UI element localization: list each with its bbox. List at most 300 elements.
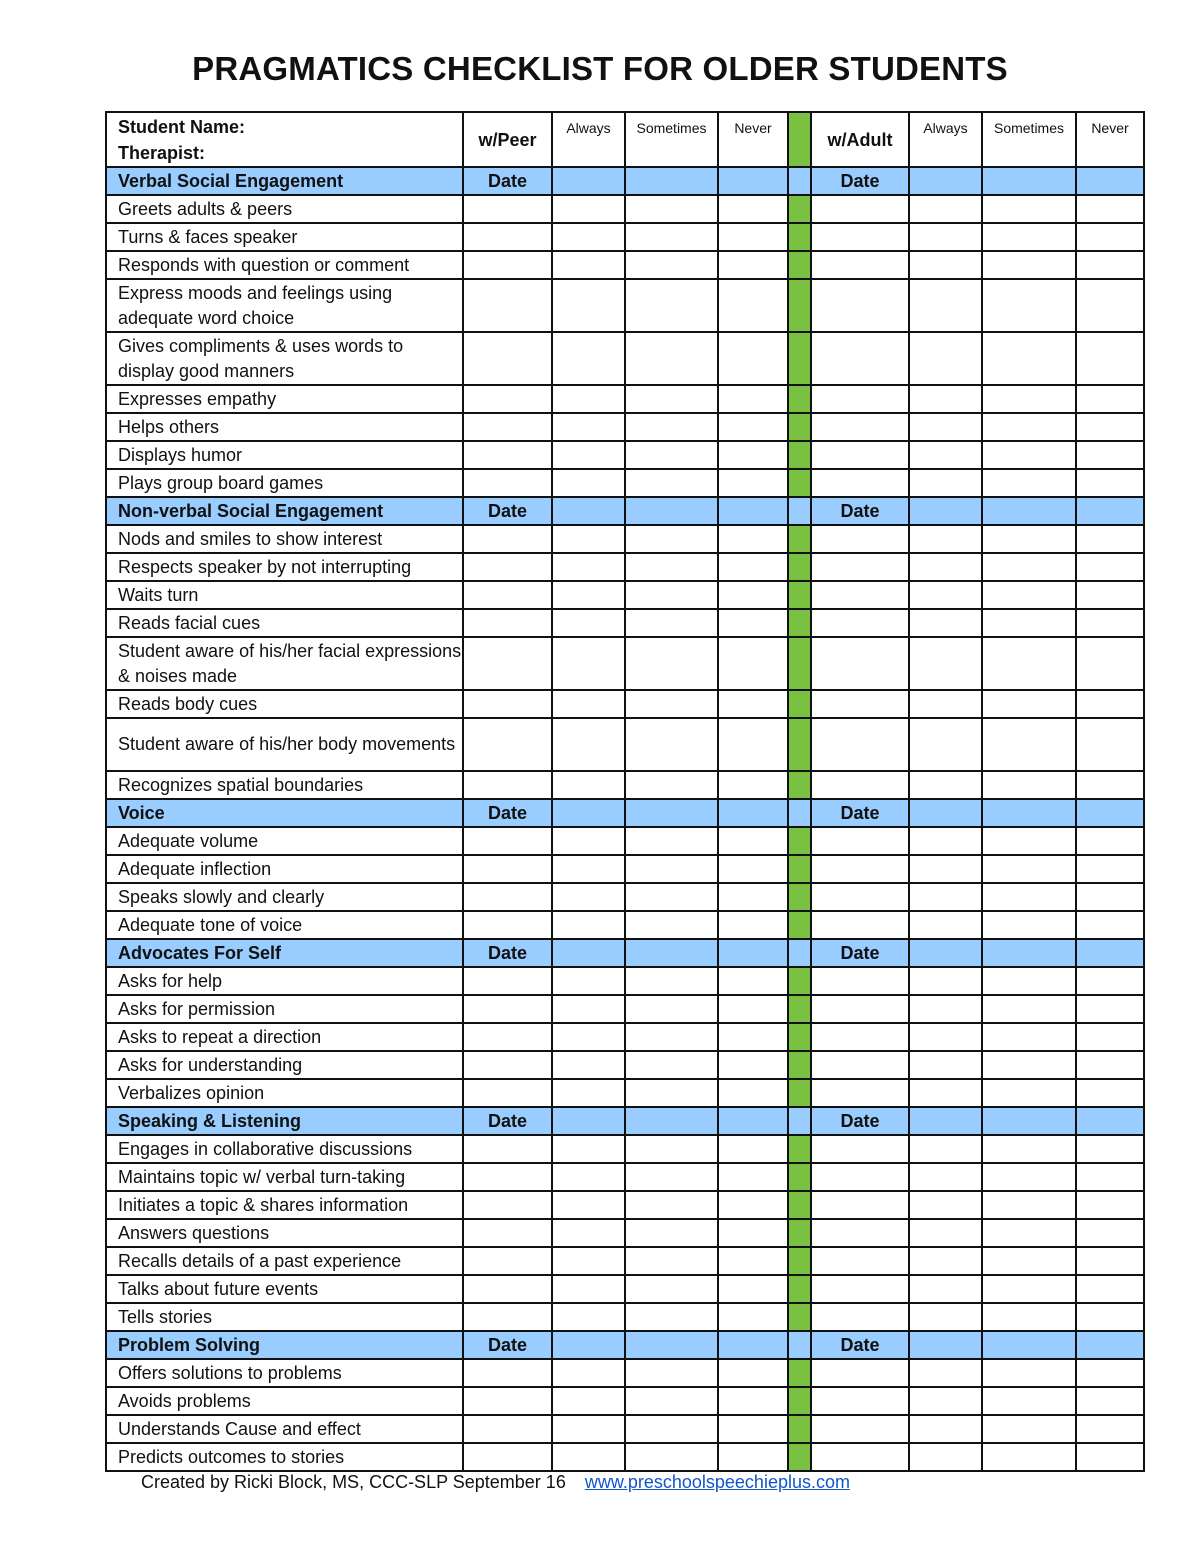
peer-never-cell[interactable] — [718, 827, 788, 855]
adult-always-cell[interactable] — [909, 911, 982, 939]
adult-always-cell[interactable] — [909, 1359, 982, 1387]
peer-sometimes-cell[interactable] — [625, 385, 718, 413]
peer-never-cell[interactable] — [718, 967, 788, 995]
adult-never-cell[interactable] — [1076, 553, 1144, 581]
adult-never-cell[interactable] — [1076, 1303, 1144, 1331]
peer-never-cell[interactable] — [718, 279, 788, 332]
adult-always-cell[interactable] — [909, 1219, 982, 1247]
peer-always-cell[interactable] — [552, 1023, 625, 1051]
peer-sometimes-cell[interactable] — [625, 1163, 718, 1191]
peer-date-cell[interactable] — [463, 967, 552, 995]
adult-never-cell[interactable] — [1076, 441, 1144, 469]
adult-never-cell[interactable] — [1076, 279, 1144, 332]
adult-always-cell[interactable] — [909, 609, 982, 637]
adult-sometimes-cell[interactable] — [982, 385, 1076, 413]
peer-date-cell[interactable] — [625, 1331, 718, 1359]
adult-never-cell[interactable] — [1076, 1275, 1144, 1303]
adult-never-cell[interactable] — [1076, 827, 1144, 855]
adult-date-cell[interactable] — [982, 1331, 1076, 1359]
peer-always-cell[interactable] — [552, 332, 625, 385]
peer-never-cell[interactable] — [718, 1387, 788, 1415]
adult-date-cell[interactable] — [811, 1219, 909, 1247]
adult-never-cell[interactable] — [1076, 883, 1144, 911]
adult-always-cell[interactable] — [909, 1303, 982, 1331]
peer-date-cell[interactable] — [463, 827, 552, 855]
adult-date-cell[interactable] — [1076, 167, 1144, 195]
peer-date-cell[interactable] — [463, 1163, 552, 1191]
adult-never-cell[interactable] — [1076, 1191, 1144, 1219]
peer-always-cell[interactable] — [552, 1163, 625, 1191]
adult-always-cell[interactable] — [909, 855, 982, 883]
peer-sometimes-cell[interactable] — [625, 553, 718, 581]
peer-always-cell[interactable] — [552, 1051, 625, 1079]
adult-date-cell[interactable] — [811, 1135, 909, 1163]
adult-date-cell[interactable] — [811, 883, 909, 911]
adult-always-cell[interactable] — [909, 1191, 982, 1219]
peer-never-cell[interactable] — [718, 771, 788, 799]
adult-date-cell[interactable] — [811, 1359, 909, 1387]
adult-sometimes-cell[interactable] — [982, 1219, 1076, 1247]
adult-date-cell[interactable] — [811, 1079, 909, 1107]
peer-sometimes-cell[interactable] — [625, 967, 718, 995]
peer-never-cell[interactable] — [718, 469, 788, 497]
peer-always-cell[interactable] — [552, 1079, 625, 1107]
peer-date-cell[interactable] — [463, 609, 552, 637]
adult-always-cell[interactable] — [909, 195, 982, 223]
adult-date-cell[interactable] — [909, 497, 982, 525]
peer-date-cell[interactable] — [463, 718, 552, 771]
adult-date-cell[interactable] — [811, 441, 909, 469]
peer-sometimes-cell[interactable] — [625, 1219, 718, 1247]
peer-always-cell[interactable] — [552, 1443, 625, 1471]
adult-date-cell[interactable] — [811, 827, 909, 855]
adult-sometimes-cell[interactable] — [982, 690, 1076, 718]
adult-sometimes-cell[interactable] — [982, 1135, 1076, 1163]
adult-never-cell[interactable] — [1076, 995, 1144, 1023]
peer-sometimes-cell[interactable] — [625, 883, 718, 911]
peer-date-cell[interactable] — [625, 1107, 718, 1135]
adult-sometimes-cell[interactable] — [982, 1415, 1076, 1443]
peer-always-cell[interactable] — [552, 995, 625, 1023]
peer-never-cell[interactable] — [718, 1415, 788, 1443]
footer-link[interactable]: www.preschoolspeechieplus.com — [584, 1472, 850, 1492]
adult-sometimes-cell[interactable] — [982, 525, 1076, 553]
peer-date-cell[interactable] — [718, 799, 788, 827]
peer-sometimes-cell[interactable] — [625, 332, 718, 385]
adult-sometimes-cell[interactable] — [982, 718, 1076, 771]
adult-date-cell[interactable] — [811, 413, 909, 441]
adult-never-cell[interactable] — [1076, 195, 1144, 223]
peer-date-cell[interactable] — [718, 939, 788, 967]
adult-sometimes-cell[interactable] — [982, 1163, 1076, 1191]
adult-never-cell[interactable] — [1076, 855, 1144, 883]
adult-sometimes-cell[interactable] — [982, 967, 1076, 995]
peer-never-cell[interactable] — [718, 1219, 788, 1247]
peer-always-cell[interactable] — [552, 911, 625, 939]
adult-never-cell[interactable] — [1076, 1079, 1144, 1107]
adult-never-cell[interactable] — [1076, 223, 1144, 251]
peer-sometimes-cell[interactable] — [625, 1023, 718, 1051]
peer-date-cell[interactable] — [463, 1415, 552, 1443]
peer-date-cell[interactable] — [463, 1303, 552, 1331]
peer-always-cell[interactable] — [552, 1415, 625, 1443]
adult-always-cell[interactable] — [909, 1079, 982, 1107]
peer-date-cell[interactable] — [463, 1135, 552, 1163]
peer-sometimes-cell[interactable] — [625, 525, 718, 553]
peer-sometimes-cell[interactable] — [625, 637, 718, 690]
adult-date-cell[interactable] — [811, 1023, 909, 1051]
peer-never-cell[interactable] — [718, 690, 788, 718]
peer-date-cell[interactable] — [463, 855, 552, 883]
adult-never-cell[interactable] — [1076, 1219, 1144, 1247]
adult-sometimes-cell[interactable] — [982, 637, 1076, 690]
adult-always-cell[interactable] — [909, 1387, 982, 1415]
adult-sometimes-cell[interactable] — [982, 1051, 1076, 1079]
adult-date-cell[interactable] — [811, 1051, 909, 1079]
adult-never-cell[interactable] — [1076, 1023, 1144, 1051]
peer-sometimes-cell[interactable] — [625, 469, 718, 497]
adult-sometimes-cell[interactable] — [982, 279, 1076, 332]
adult-date-cell[interactable] — [982, 939, 1076, 967]
adult-never-cell[interactable] — [1076, 525, 1144, 553]
adult-never-cell[interactable] — [1076, 1247, 1144, 1275]
adult-date-cell[interactable] — [909, 1107, 982, 1135]
peer-date-cell[interactable] — [463, 637, 552, 690]
adult-always-cell[interactable] — [909, 469, 982, 497]
peer-always-cell[interactable] — [552, 1247, 625, 1275]
peer-sometimes-cell[interactable] — [625, 223, 718, 251]
peer-date-cell[interactable] — [463, 1023, 552, 1051]
adult-always-cell[interactable] — [909, 581, 982, 609]
peer-date-cell[interactable] — [463, 195, 552, 223]
peer-date-cell[interactable] — [463, 995, 552, 1023]
peer-never-cell[interactable] — [718, 1023, 788, 1051]
adult-never-cell[interactable] — [1076, 911, 1144, 939]
peer-always-cell[interactable] — [552, 223, 625, 251]
adult-sometimes-cell[interactable] — [982, 223, 1076, 251]
peer-date-cell[interactable] — [463, 1443, 552, 1471]
adult-always-cell[interactable] — [909, 251, 982, 279]
peer-sometimes-cell[interactable] — [625, 1247, 718, 1275]
adult-date-cell[interactable] — [811, 995, 909, 1023]
peer-sometimes-cell[interactable] — [625, 1303, 718, 1331]
peer-always-cell[interactable] — [552, 525, 625, 553]
adult-date-cell[interactable] — [811, 1415, 909, 1443]
adult-never-cell[interactable] — [1076, 332, 1144, 385]
adult-date-cell[interactable] — [909, 799, 982, 827]
peer-sometimes-cell[interactable] — [625, 1359, 718, 1387]
peer-date-cell[interactable] — [552, 497, 625, 525]
peer-date-cell[interactable] — [552, 1331, 625, 1359]
peer-never-cell[interactable] — [718, 525, 788, 553]
adult-always-cell[interactable] — [909, 718, 982, 771]
peer-date-cell[interactable] — [718, 1107, 788, 1135]
peer-date-cell[interactable] — [463, 223, 552, 251]
peer-sometimes-cell[interactable] — [625, 690, 718, 718]
peer-sometimes-cell[interactable] — [625, 1275, 718, 1303]
peer-date-cell[interactable] — [718, 497, 788, 525]
adult-never-cell[interactable] — [1076, 251, 1144, 279]
peer-sometimes-cell[interactable] — [625, 609, 718, 637]
adult-date-cell[interactable] — [811, 855, 909, 883]
peer-never-cell[interactable] — [718, 553, 788, 581]
peer-sometimes-cell[interactable] — [625, 413, 718, 441]
peer-date-cell[interactable] — [463, 581, 552, 609]
adult-sometimes-cell[interactable] — [982, 553, 1076, 581]
peer-always-cell[interactable] — [552, 827, 625, 855]
peer-never-cell[interactable] — [718, 413, 788, 441]
adult-date-cell[interactable] — [1076, 1107, 1144, 1135]
adult-never-cell[interactable] — [1076, 718, 1144, 771]
adult-always-cell[interactable] — [909, 690, 982, 718]
adult-never-cell[interactable] — [1076, 413, 1144, 441]
peer-date-cell[interactable] — [463, 1079, 552, 1107]
peer-never-cell[interactable] — [718, 1191, 788, 1219]
peer-never-cell[interactable] — [718, 195, 788, 223]
adult-always-cell[interactable] — [909, 1163, 982, 1191]
adult-date-cell[interactable] — [982, 167, 1076, 195]
peer-never-cell[interactable] — [718, 718, 788, 771]
adult-date-cell[interactable] — [811, 385, 909, 413]
peer-always-cell[interactable] — [552, 251, 625, 279]
peer-sometimes-cell[interactable] — [625, 1191, 718, 1219]
peer-date-cell[interactable] — [463, 771, 552, 799]
peer-sometimes-cell[interactable] — [625, 718, 718, 771]
adult-sometimes-cell[interactable] — [982, 855, 1076, 883]
peer-sometimes-cell[interactable] — [625, 279, 718, 332]
peer-always-cell[interactable] — [552, 1219, 625, 1247]
peer-date-cell[interactable] — [463, 1247, 552, 1275]
peer-never-cell[interactable] — [718, 911, 788, 939]
adult-never-cell[interactable] — [1076, 1135, 1144, 1163]
peer-never-cell[interactable] — [718, 1359, 788, 1387]
adult-sometimes-cell[interactable] — [982, 251, 1076, 279]
peer-never-cell[interactable] — [718, 223, 788, 251]
adult-never-cell[interactable] — [1076, 469, 1144, 497]
peer-date-cell[interactable] — [552, 939, 625, 967]
adult-always-cell[interactable] — [909, 771, 982, 799]
student-therapist-cell[interactable] — [106, 112, 463, 167]
peer-date-cell[interactable] — [463, 1387, 552, 1415]
adult-sometimes-cell[interactable] — [982, 911, 1076, 939]
peer-sometimes-cell[interactable] — [625, 1051, 718, 1079]
peer-date-cell[interactable] — [463, 1275, 552, 1303]
adult-never-cell[interactable] — [1076, 967, 1144, 995]
peer-always-cell[interactable] — [552, 1387, 625, 1415]
peer-sometimes-cell[interactable] — [625, 855, 718, 883]
peer-sometimes-cell[interactable] — [625, 1387, 718, 1415]
adult-date-cell[interactable] — [811, 332, 909, 385]
peer-date-cell[interactable] — [463, 413, 552, 441]
peer-date-cell[interactable] — [463, 279, 552, 332]
adult-sometimes-cell[interactable] — [982, 581, 1076, 609]
adult-date-cell[interactable] — [811, 637, 909, 690]
adult-date-cell[interactable] — [811, 967, 909, 995]
peer-never-cell[interactable] — [718, 1135, 788, 1163]
adult-date-cell[interactable] — [1076, 1331, 1144, 1359]
adult-sometimes-cell[interactable] — [982, 1387, 1076, 1415]
adult-always-cell[interactable] — [909, 1247, 982, 1275]
peer-always-cell[interactable] — [552, 718, 625, 771]
peer-sometimes-cell[interactable] — [625, 827, 718, 855]
adult-date-cell[interactable] — [811, 1247, 909, 1275]
peer-always-cell[interactable] — [552, 553, 625, 581]
adult-always-cell[interactable] — [909, 413, 982, 441]
peer-never-cell[interactable] — [718, 441, 788, 469]
adult-date-cell[interactable] — [909, 939, 982, 967]
peer-always-cell[interactable] — [552, 195, 625, 223]
adult-always-cell[interactable] — [909, 1415, 982, 1443]
peer-date-cell[interactable] — [463, 553, 552, 581]
adult-date-cell[interactable] — [811, 1275, 909, 1303]
adult-date-cell[interactable] — [909, 167, 982, 195]
peer-date-cell[interactable] — [463, 911, 552, 939]
peer-date-cell[interactable] — [552, 167, 625, 195]
peer-date-cell[interactable] — [463, 1359, 552, 1387]
adult-always-cell[interactable] — [909, 385, 982, 413]
peer-date-cell[interactable] — [625, 497, 718, 525]
peer-never-cell[interactable] — [718, 581, 788, 609]
adult-sometimes-cell[interactable] — [982, 771, 1076, 799]
adult-date-cell[interactable] — [811, 690, 909, 718]
adult-never-cell[interactable] — [1076, 609, 1144, 637]
adult-sometimes-cell[interactable] — [982, 1359, 1076, 1387]
peer-date-cell[interactable] — [625, 167, 718, 195]
adult-date-cell[interactable] — [811, 1387, 909, 1415]
peer-never-cell[interactable] — [718, 1275, 788, 1303]
peer-always-cell[interactable] — [552, 690, 625, 718]
peer-date-cell[interactable] — [718, 1331, 788, 1359]
peer-always-cell[interactable] — [552, 883, 625, 911]
adult-never-cell[interactable] — [1076, 637, 1144, 690]
adult-date-cell[interactable] — [811, 718, 909, 771]
adult-date-cell[interactable] — [982, 497, 1076, 525]
peer-date-cell[interactable] — [552, 799, 625, 827]
adult-never-cell[interactable] — [1076, 771, 1144, 799]
adult-always-cell[interactable] — [909, 1443, 982, 1471]
peer-never-cell[interactable] — [718, 883, 788, 911]
peer-date-cell[interactable] — [625, 799, 718, 827]
peer-never-cell[interactable] — [718, 1079, 788, 1107]
peer-always-cell[interactable] — [552, 1275, 625, 1303]
adult-date-cell[interactable] — [811, 195, 909, 223]
adult-date-cell[interactable] — [909, 1331, 982, 1359]
peer-never-cell[interactable] — [718, 332, 788, 385]
adult-always-cell[interactable] — [909, 553, 982, 581]
peer-never-cell[interactable] — [718, 855, 788, 883]
adult-sometimes-cell[interactable] — [982, 1191, 1076, 1219]
peer-never-cell[interactable] — [718, 995, 788, 1023]
peer-never-cell[interactable] — [718, 1303, 788, 1331]
peer-always-cell[interactable] — [552, 385, 625, 413]
adult-sometimes-cell[interactable] — [982, 332, 1076, 385]
peer-always-cell[interactable] — [552, 855, 625, 883]
adult-always-cell[interactable] — [909, 525, 982, 553]
adult-date-cell[interactable] — [1076, 799, 1144, 827]
peer-never-cell[interactable] — [718, 251, 788, 279]
peer-date-cell[interactable] — [463, 883, 552, 911]
adult-date-cell[interactable] — [982, 799, 1076, 827]
peer-always-cell[interactable] — [552, 1359, 625, 1387]
peer-never-cell[interactable] — [718, 609, 788, 637]
peer-never-cell[interactable] — [718, 1247, 788, 1275]
adult-date-cell[interactable] — [1076, 497, 1144, 525]
peer-always-cell[interactable] — [552, 967, 625, 995]
adult-date-cell[interactable] — [811, 251, 909, 279]
peer-sometimes-cell[interactable] — [625, 911, 718, 939]
peer-sometimes-cell[interactable] — [625, 1415, 718, 1443]
peer-date-cell[interactable] — [463, 441, 552, 469]
peer-always-cell[interactable] — [552, 1191, 625, 1219]
adult-date-cell[interactable] — [811, 553, 909, 581]
adult-always-cell[interactable] — [909, 279, 982, 332]
adult-sometimes-cell[interactable] — [982, 1275, 1076, 1303]
adult-date-cell[interactable] — [811, 279, 909, 332]
peer-sometimes-cell[interactable] — [625, 771, 718, 799]
peer-date-cell[interactable] — [718, 167, 788, 195]
peer-date-cell[interactable] — [463, 332, 552, 385]
peer-never-cell[interactable] — [718, 1051, 788, 1079]
peer-date-cell[interactable] — [463, 525, 552, 553]
adult-date-cell[interactable] — [811, 1191, 909, 1219]
adult-date-cell[interactable] — [982, 1107, 1076, 1135]
adult-never-cell[interactable] — [1076, 1443, 1144, 1471]
adult-never-cell[interactable] — [1076, 1051, 1144, 1079]
peer-always-cell[interactable] — [552, 279, 625, 332]
peer-always-cell[interactable] — [552, 637, 625, 690]
adult-always-cell[interactable] — [909, 1275, 982, 1303]
peer-always-cell[interactable] — [552, 581, 625, 609]
adult-never-cell[interactable] — [1076, 1359, 1144, 1387]
adult-date-cell[interactable] — [1076, 939, 1144, 967]
adult-sometimes-cell[interactable] — [982, 469, 1076, 497]
peer-date-cell[interactable] — [625, 939, 718, 967]
peer-never-cell[interactable] — [718, 1443, 788, 1471]
adult-date-cell[interactable] — [811, 1443, 909, 1471]
peer-date-cell[interactable] — [463, 690, 552, 718]
adult-sometimes-cell[interactable] — [982, 609, 1076, 637]
adult-sometimes-cell[interactable] — [982, 1247, 1076, 1275]
adult-never-cell[interactable] — [1076, 1387, 1144, 1415]
adult-sometimes-cell[interactable] — [982, 827, 1076, 855]
peer-sometimes-cell[interactable] — [625, 995, 718, 1023]
peer-sometimes-cell[interactable] — [625, 1443, 718, 1471]
adult-always-cell[interactable] — [909, 441, 982, 469]
adult-never-cell[interactable] — [1076, 385, 1144, 413]
adult-always-cell[interactable] — [909, 637, 982, 690]
peer-always-cell[interactable] — [552, 771, 625, 799]
peer-sometimes-cell[interactable] — [625, 441, 718, 469]
adult-date-cell[interactable] — [811, 581, 909, 609]
peer-sometimes-cell[interactable] — [625, 251, 718, 279]
adult-date-cell[interactable] — [811, 1163, 909, 1191]
adult-date-cell[interactable] — [811, 469, 909, 497]
adult-always-cell[interactable] — [909, 332, 982, 385]
adult-sometimes-cell[interactable] — [982, 1303, 1076, 1331]
adult-sometimes-cell[interactable] — [982, 995, 1076, 1023]
adult-date-cell[interactable] — [811, 525, 909, 553]
peer-always-cell[interactable] — [552, 469, 625, 497]
adult-sometimes-cell[interactable] — [982, 1023, 1076, 1051]
peer-date-cell[interactable] — [463, 251, 552, 279]
peer-date-cell[interactable] — [463, 1191, 552, 1219]
adult-always-cell[interactable] — [909, 827, 982, 855]
peer-date-cell[interactable] — [463, 1219, 552, 1247]
peer-never-cell[interactable] — [718, 385, 788, 413]
peer-date-cell[interactable] — [463, 385, 552, 413]
adult-date-cell[interactable] — [811, 609, 909, 637]
adult-always-cell[interactable] — [909, 1023, 982, 1051]
